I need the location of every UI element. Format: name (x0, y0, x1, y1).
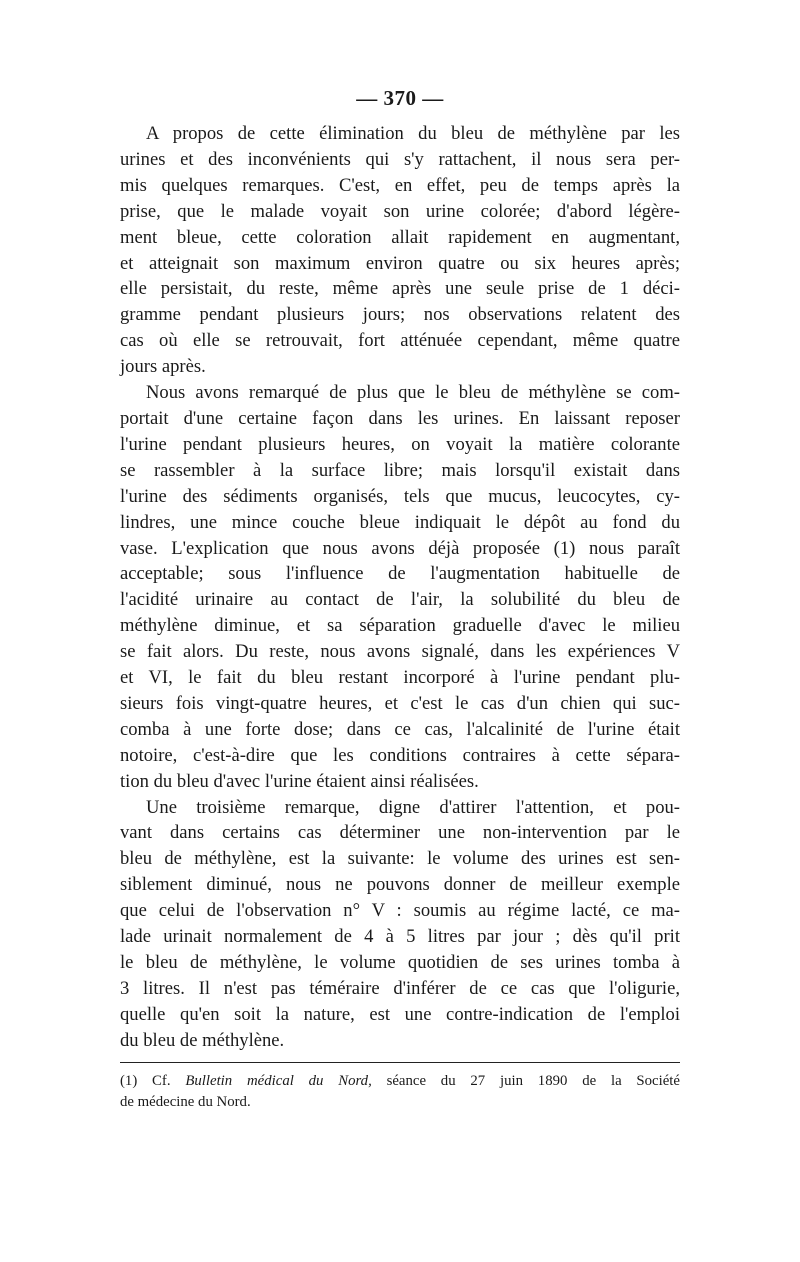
text-line: se fait alors. Du reste, nous avons signalé, dans les expériences V (120, 641, 680, 663)
footnote-marker: (1) Cf. (120, 1072, 186, 1089)
text-line: que celui de l'observation n° V : soumis au régime lacté, ce ma- (120, 900, 680, 922)
text-line: comba à une forte dose; dans ce cas, l'alcalinité de l'urine était (120, 718, 680, 740)
text-line: l'urine pendant plusieurs heures, on voyait la matière colorante (120, 433, 680, 455)
text-line: prise, que le malade voyait son urine colorée; d'abord légère- (120, 200, 680, 222)
text-line: elle persistait, du reste, même après une seule prise de 1 déci- (120, 278, 680, 300)
text-line: se rassembler à la surface libre; mais lorsqu'il existait dans (120, 459, 680, 481)
footnote-rest: séance du 27 juin 1890 de la Société (371, 1072, 680, 1089)
text-line: gramme pendant plusieurs jours; nos observations relatent des (120, 304, 680, 326)
text-line: l'urine des sédiments organisés, tels que mucus, leucocytes, cy- (120, 485, 680, 507)
paragraph (120, 795, 680, 1054)
text-line: Nous avons remarqué de plus que le bleu de méthylène se com- (146, 382, 680, 404)
text-line: bleu de méthylène, est la suivante: le volume des urines est sen- (120, 848, 680, 870)
page (120, 86, 680, 1113)
text-line: Une troisième remarque, digne d'attirer l'attention, et pou- (146, 796, 680, 818)
text-line: vant dans certains cas déterminer une non-intervention par le (120, 822, 680, 844)
text-line: l'acidité urinaire au contact de l'air, la solubilité du bleu de (120, 589, 680, 611)
text-line: portait d'une certaine façon dans les urines. En laissant reposer (120, 407, 680, 429)
footnote (120, 1071, 680, 1113)
text-line: vase. L'explication que nous avons déjà proposée (1) nous paraît (120, 537, 680, 559)
body-text (120, 121, 680, 1054)
paragraph (120, 380, 680, 795)
text-line: notoire, c'est-à-dire que les conditions contraires à cette sépara- (120, 744, 680, 766)
paragraph (120, 121, 680, 380)
text-line: sieurs fois vingt-quatre heures, et c'est le cas d'un chien qui suc- (120, 692, 680, 714)
text-line: cas où elle se retrouvait, fort atténuée cependant, même quatre (120, 330, 680, 352)
footnote-divider (120, 1062, 680, 1063)
text-line: acceptable; sous l'influence de l'augmentation habituelle de (120, 563, 680, 585)
text-line: ment bleue, cette coloration allait rapidement en augmentant, (120, 226, 680, 248)
text-line: quelle qu'en soit la nature, est une contre-indication de l'emploi (120, 1003, 680, 1025)
text-line: lade urinait normalement de 4 à 5 litres par jour ; dès qu'il prit (120, 926, 680, 948)
footnote-title: Bulletin médical du Nord, (185, 1072, 372, 1089)
text-line: du bleu de méthylène. (120, 1029, 285, 1051)
text-line: le bleu de méthylène, le volume quotidien de ses urines tomba à (120, 952, 680, 973)
text-line: jours après. (120, 356, 206, 378)
text-line: urines et des inconvénients qui s'y rattachent, il nous sera per- (120, 148, 680, 170)
text-line: mis quelques remarques. C'est, en effet, peu de temps après la (120, 174, 680, 196)
text-line: et VI, le fait du bleu restant incorporé à l'urine pendant plu- (120, 667, 680, 689)
page-number: — 370 — (356, 86, 444, 110)
text-line: tion du bleu d'avec l'urine étaient ainsi réalisées. (120, 770, 479, 792)
text-line: 3 litres. Il n'est pas téméraire d'inférer de ce cas que l'oligurie, (120, 977, 680, 999)
text-line: méthylène diminue, et sa séparation graduelle d'avec le milieu (120, 615, 680, 637)
text-line: A propos de cette élimination du bleu de méthylène par les (146, 123, 680, 144)
footnote-line: de médecine du Nord. (120, 1093, 251, 1110)
text-line: siblement diminué, nous ne pouvons donner de meilleur exemple (120, 874, 680, 896)
text-line: et atteignait son maximum environ quatre ou six heures après; (120, 252, 680, 274)
text-line: lindres, une mince couche bleue indiquait le dépôt au fond du (120, 511, 680, 533)
footnote-line (120, 1071, 680, 1092)
